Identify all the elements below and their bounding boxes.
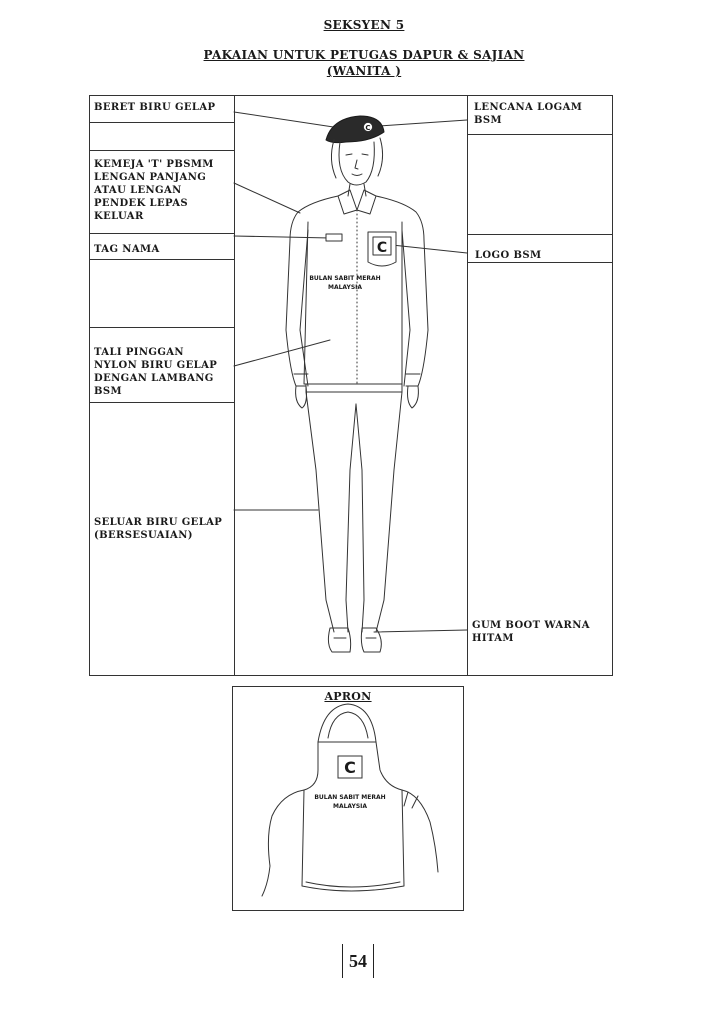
label-line: BSM [474, 115, 502, 126]
label-line: (BERSESUAIAN) [94, 530, 193, 541]
label-line: SELUAR BIRU GELAP [94, 517, 223, 528]
label-line: NYLON BIRU GELAP [94, 360, 218, 371]
beret-badge-letter: C [365, 124, 371, 132]
page-number: 54 [342, 944, 374, 978]
section-heading: SEKSYEN 5 [323, 18, 405, 32]
label-line: HITAM [472, 633, 514, 644]
label-line: LENCANA LOGAM [474, 102, 583, 113]
page-title: PAKAIAN UNTUK PETUGAS DAPUR & SAJIAN [203, 48, 525, 62]
shirt-print-line: MALAYSIA [327, 284, 363, 291]
apron-print-line: MALAYSIA [332, 803, 368, 810]
label-line: KEMEJA 'T' PBSMM [94, 159, 214, 170]
shirt-print-line: BULAN SABIT MERAH [309, 275, 381, 282]
label-line: BSM [94, 386, 122, 397]
label-bsm-logo: LOGO BSM [475, 250, 542, 261]
label-line: KELUAR [94, 211, 144, 222]
label-line: PENDEK LEPAS [94, 198, 188, 209]
label-line: TALI PINGGAN [94, 347, 184, 358]
shirt-logo-letter: C [376, 240, 388, 256]
label-line: LENGAN PANJANG [94, 172, 207, 183]
label-line: GUM BOOT WARNA [472, 620, 590, 631]
label-line: DENGAN LAMBANG [94, 373, 214, 384]
page-subtitle: (WANITA ) [326, 64, 402, 78]
apron-print-line: BULAN SABIT MERAH [314, 794, 386, 801]
label-beret: BERET BIRU GELAP [94, 102, 216, 113]
label-name-tag: TAG NAMA [94, 244, 160, 255]
apron-illustration [232, 686, 464, 911]
apron-title: APRON [324, 690, 372, 703]
apron-logo-letter: C [344, 758, 356, 777]
label-line: ATAU LENGAN [94, 185, 182, 196]
